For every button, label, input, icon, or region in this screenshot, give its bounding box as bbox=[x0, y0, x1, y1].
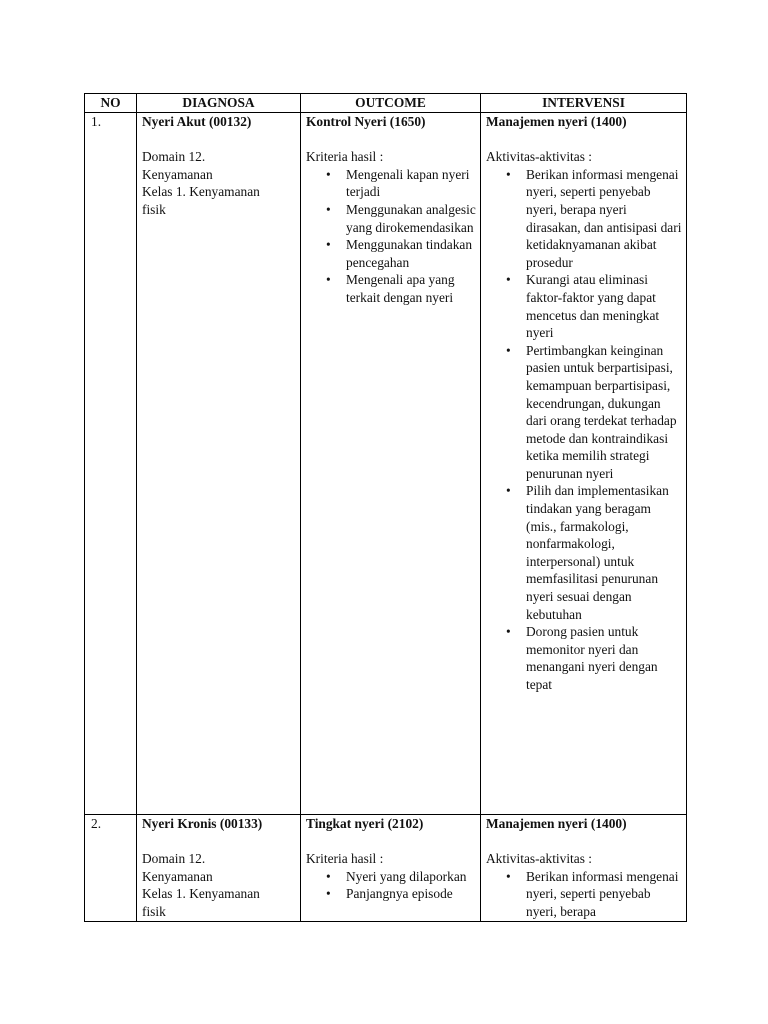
list-item: • Pilih dan implementasikan tindakan yang beragam (mis., farmakologi, nonfarmakologi, interpersonal) untuk memfasilitasi penurunan nyeri sesuai dengan kebutuhan bbox=[506, 482, 682, 623]
outcome-criteria-label: Kriteria hasil : bbox=[306, 149, 384, 165]
table-row bbox=[85, 815, 687, 922]
intervensi-title: Manajemen nyeri (1400) bbox=[486, 816, 627, 831]
header-no: NO bbox=[85, 94, 137, 113]
diagnosa-cell bbox=[137, 815, 301, 922]
intervensi-cell bbox=[481, 815, 687, 922]
list-item: • Nyeri yang dilaporkan bbox=[326, 868, 476, 886]
list-item: • Berikan informasi mengenai nyeri, seperti penyebab nyeri, berapa bbox=[506, 868, 682, 921]
diagnosa-kelas-name: fisik bbox=[142, 201, 166, 217]
list-item: • Berikan informasi mengenai nyeri, seperti penyebab nyeri, berapa nyeri dirasakan, dan antisipasi dari ketidaknyamanan akibat prosedur bbox=[506, 166, 682, 272]
outcome-criteria-list bbox=[306, 868, 476, 903]
outcome-title: Tingkat nyeri (2102) bbox=[306, 816, 424, 831]
list-item: • Pertimbangkan keinginan pasien untuk berpartisipasi, kemampuan berpartisipasi, kecendrungan, dukungan dari orang terdekat terhadap metode dan kontraindikasi ketika memilih strategi penurunan nyeri bbox=[506, 342, 682, 483]
intervensi-activities-list bbox=[486, 166, 682, 694]
row-number: 1. bbox=[85, 113, 137, 815]
list-item: • Mengenali kapan nyeri terjadi bbox=[326, 166, 476, 201]
diagnosa-title: Nyeri Kronis (00133) bbox=[142, 816, 263, 831]
list-item: • Panjangnya episode bbox=[326, 885, 476, 903]
diagnosa-title: Nyeri Akut (00132) bbox=[142, 114, 252, 129]
header-diagnosa: DIAGNOSA bbox=[137, 94, 301, 113]
intervensi-activities-label: Aktivitas-aktivitas : bbox=[486, 149, 592, 165]
outcome-criteria-list bbox=[306, 166, 476, 307]
intervensi-title: Manajemen nyeri (1400) bbox=[486, 114, 627, 129]
list-item: • Menggunakan tindakan pencegahan bbox=[326, 236, 476, 271]
list-item: • Mengenali apa yang terkait dengan nyeri bbox=[326, 271, 476, 306]
intervensi-activities-label: Aktivitas-aktivitas : bbox=[486, 851, 592, 867]
diagnosa-kelas: Kelas 1. Kenyamanan bbox=[142, 886, 260, 902]
header-row bbox=[85, 94, 687, 113]
header-intervensi: INTERVENSI bbox=[481, 94, 687, 113]
outcome-cell bbox=[301, 113, 481, 815]
table-row bbox=[85, 113, 687, 815]
diagnosa-domain-name: Kenyamanan bbox=[142, 868, 213, 884]
row-number: 2. bbox=[85, 815, 137, 922]
diagnosa-domain: Domain 12. bbox=[142, 851, 206, 867]
intervensi-activities-list bbox=[486, 868, 682, 921]
diagnosa-kelas: Kelas 1. Kenyamanan bbox=[142, 184, 260, 200]
header-outcome: OUTCOME bbox=[301, 94, 481, 113]
list-item: • Dorong pasien untuk memonitor nyeri dan menangani nyeri dengan tepat bbox=[506, 623, 682, 693]
care-plan-table bbox=[84, 93, 687, 922]
diagnosa-cell bbox=[137, 113, 301, 815]
diagnosa-domain: Domain 12. bbox=[142, 149, 206, 165]
outcome-criteria-label: Kriteria hasil : bbox=[306, 851, 384, 867]
intervensi-cell bbox=[481, 113, 687, 815]
outcome-cell bbox=[301, 815, 481, 922]
diagnosa-kelas-name: fisik bbox=[142, 903, 166, 919]
list-item: • Menggunakan analgesic yang dirokemendasikan bbox=[326, 201, 476, 236]
outcome-title: Kontrol Nyeri (1650) bbox=[306, 114, 426, 129]
list-item: • Kurangi atau eliminasi faktor-faktor yang dapat mencetus dan meningkat nyeri bbox=[506, 271, 682, 341]
diagnosa-domain-name: Kenyamanan bbox=[142, 166, 213, 182]
